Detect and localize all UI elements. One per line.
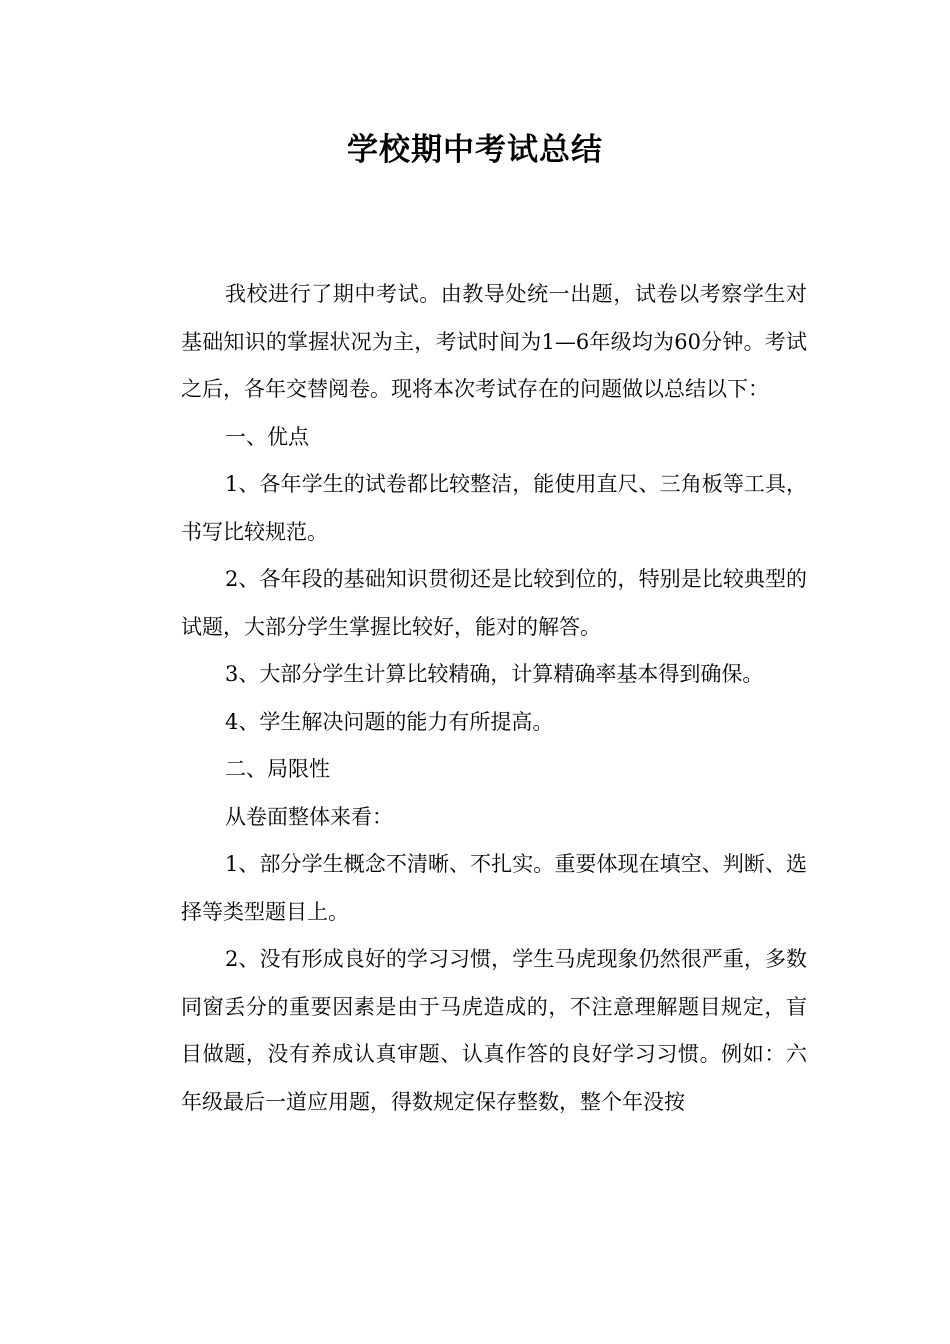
paragraph-strength-2: 2、各年段的基础知识贯彻还是比较到位的，特别是比较典型的试题，大部分学生掌握比较好，能对的解答。	[181, 567, 807, 639]
paragraph-intro: 我校进行了期中考试。由教导处统一出题，试卷以考察学生对基础知识的掌握状况为主，考试时间为1—6年级均为60分钟。考试之后，各年交替阅卷。现将本次考试存在的问题做以总结以下：	[181, 282, 807, 401]
paragraph-strength-1: 1、各年学生的试卷都比较整洁，能使用直尺、三角板等工具，书写比较规范。	[181, 472, 807, 544]
section-heading-strengths: 一、优点	[225, 424, 309, 449]
section-heading-limitations: 二、局限性	[225, 757, 330, 781]
paragraph-strength-4: 4、学生解决问题的能力有所提高。	[225, 709, 554, 734]
document-body	[181, 271, 807, 1126]
paragraph-limitations-intro: 从卷面整体来看：	[225, 804, 393, 829]
paragraph-limitation-2: 2、没有形成良好的学习习惯，学生马虎现象仍然很严重，多数同窗丢分的重要因素是由于马虎造成的，不注意理解题目规定，盲目做题，没有养成认真审题、认真作答的良好学习习惯。例如：六年级最后一道应用题，得数规定保存整数，整个年没按	[181, 947, 807, 1114]
paragraph-limitation-1: 1、部分学生概念不清晰、不扎实。重要体现在填空、判断、选择等类型题目上。	[181, 852, 807, 924]
document-title: 学校期中考试总结	[347, 132, 603, 168]
paragraph-strength-3: 3、大部分学生计算比较精确，计算精确率基本得到确保。	[225, 662, 764, 686]
